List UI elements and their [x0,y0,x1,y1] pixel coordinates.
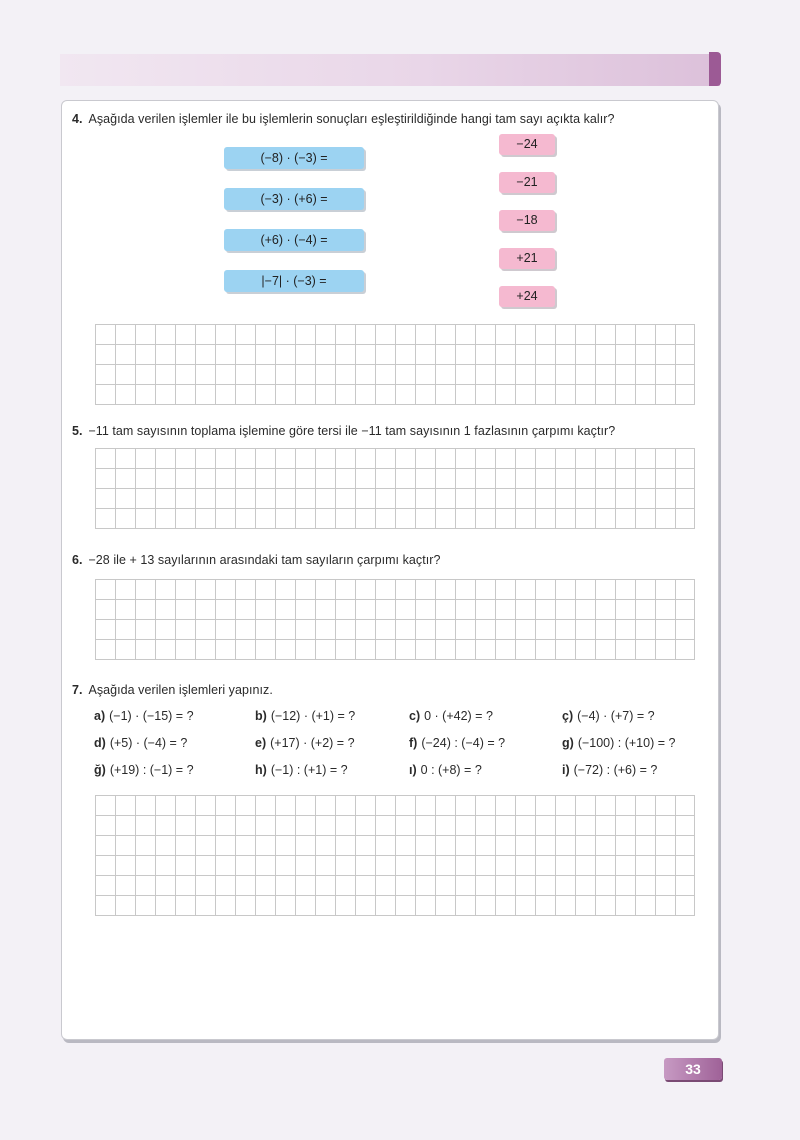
question-6-number: 6. [72,553,83,567]
page-number: 33 [664,1058,722,1080]
question-4-number: 4. [72,112,83,126]
question-4 [72,111,614,127]
header-band [60,54,720,86]
answer-grid-q7[interactable] [95,795,695,916]
item-expression: (−1) : (+1) = ? [270,763,348,777]
item-label: i) [562,763,570,777]
item-expression: 0 · (+42) = ? [424,709,493,723]
operation-item [255,735,355,751]
question-5-text: −11 tam sayısının toplama işlemine göre tersi ile −11 tam sayısının 1 fazlasının çarpımı kaçtır? [88,424,616,438]
header-tab-marker [709,52,721,86]
item-label: c) [409,709,421,723]
item-expression: (−12) · (+1) = ? [270,709,356,723]
operation-item [255,708,355,724]
operation-item [562,735,675,751]
item-expression: (+17) · (+2) = ? [270,736,355,750]
item-expression: (−1) · (−15) = ? [109,709,194,723]
item-expression: (−72) : (+6) = ? [573,763,658,777]
operation-item [409,762,482,778]
operation-item [94,735,187,751]
operation-item [94,708,194,724]
item-label: e) [255,736,267,750]
question-7-text: Aşağıda verilen işlemleri yapınız. [88,683,273,697]
item-label: ç) [562,709,574,723]
operation-item [409,735,505,751]
item-label: b) [255,709,267,723]
item-expression: 0 : (+8) = ? [420,763,482,777]
result-box-5[interactable]: +24 [499,286,555,307]
item-expression: (+19) : (−1) = ? [109,763,194,777]
operation-box-4[interactable]: |−7| · (−3) = [224,270,364,292]
operation-box-3[interactable]: (+6) · (−4) = [224,229,364,251]
item-expression: (−24) : (−4) = ? [421,736,506,750]
question-7 [72,682,273,698]
result-box-1[interactable]: −24 [499,134,555,155]
item-label: ğ) [94,763,106,777]
item-label: d) [94,736,106,750]
operation-item [255,762,348,778]
result-box-2[interactable]: −21 [499,172,555,193]
item-expression: (−4) · (+7) = ? [577,709,655,723]
question-6-text: −28 ile + 13 sayılarının arasındaki tam sayıların çarpımı kaçtır? [88,553,441,567]
answer-grid-q5[interactable] [95,448,695,529]
operation-item [409,708,493,724]
result-box-4[interactable]: +21 [499,248,555,269]
operation-item [562,762,657,778]
operation-box-2[interactable]: (−3) · (+6) = [224,188,364,210]
item-expression: (−100) : (+10) = ? [577,736,676,750]
answer-grid-q4[interactable] [95,324,695,405]
item-expression: (+5) · (−4) = ? [109,736,188,750]
question-4-text: Aşağıda verilen işlemler ile bu işlemlerin sonuçları eşleştirildiğinde hangi tam sayı açıkta kalır? [88,112,615,126]
question-7-number: 7. [72,683,83,697]
operation-item [94,762,194,778]
item-label: f) [409,736,418,750]
operation-box-1[interactable]: (−8) · (−3) = [224,147,364,169]
item-label: ı) [409,763,417,777]
item-label: g) [562,736,574,750]
question-6 [72,552,440,568]
result-box-3[interactable]: −18 [499,210,555,231]
operation-item [562,708,655,724]
answer-grid-q6[interactable] [95,579,695,660]
item-label: h) [255,763,267,777]
item-label: a) [94,709,106,723]
question-5 [72,423,615,439]
question-5-number: 5. [72,424,83,438]
